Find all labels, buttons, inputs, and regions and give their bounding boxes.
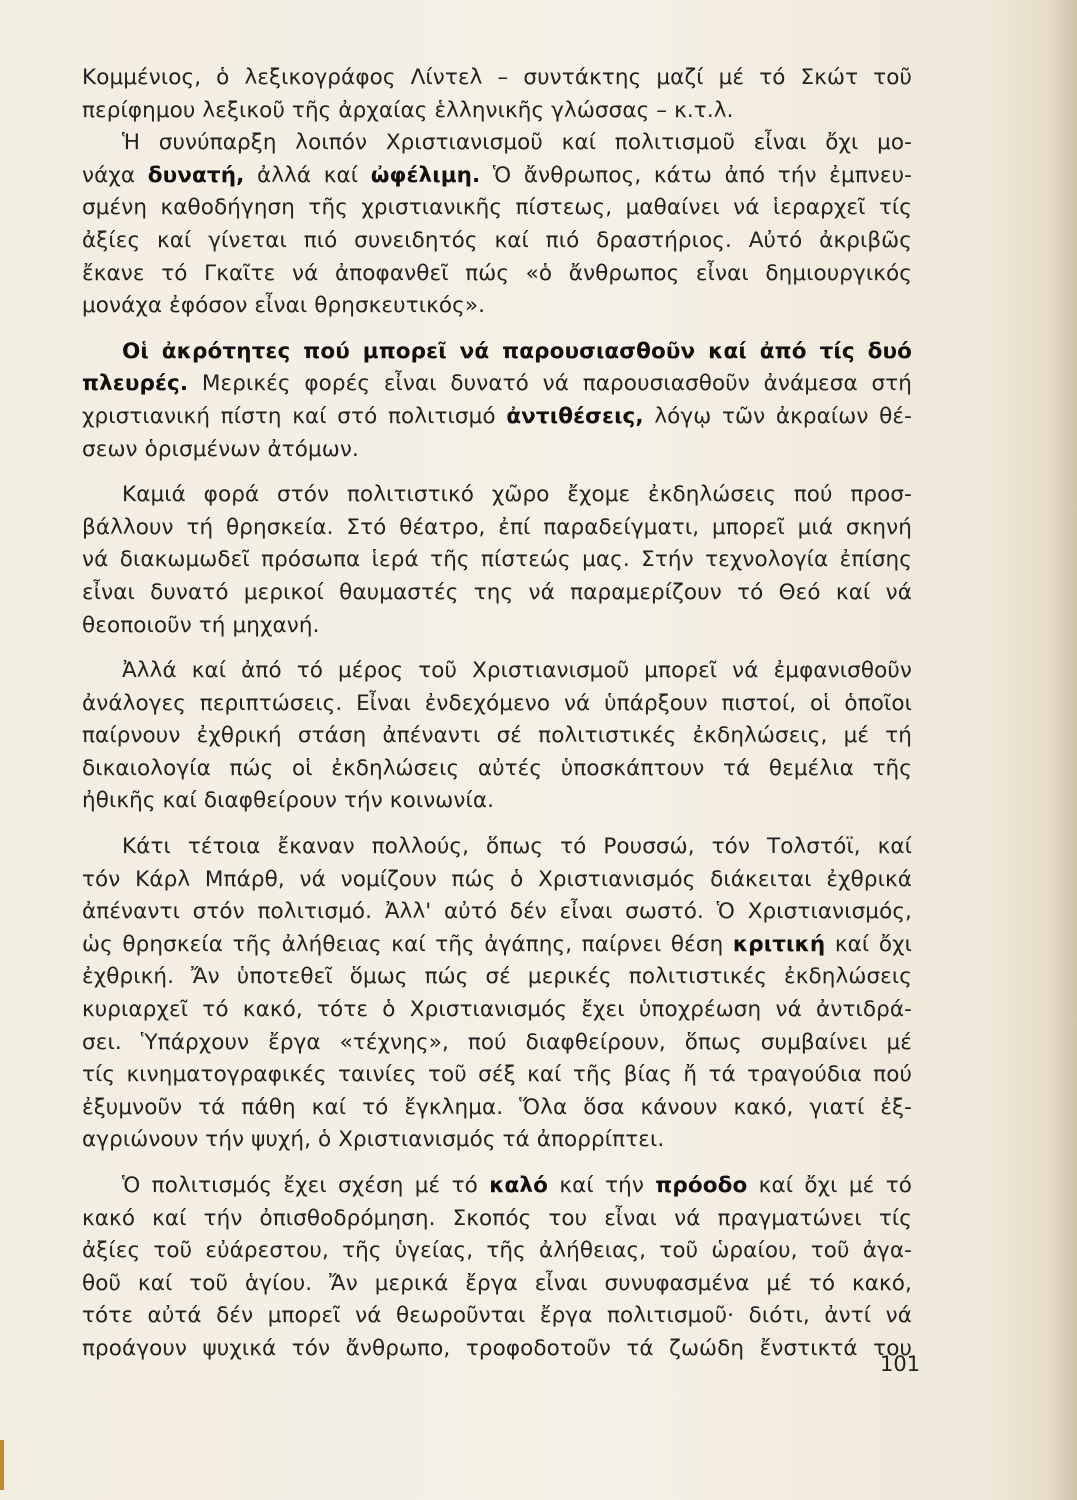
text-line: μονάχα ἐφόσον εἶναι θρησκευτικός». [82,293,486,319]
text-line: χριστιανική πίστη καί στό πολιτισμό ἀντιθέσεις, λόγῳ τῶν ἀκραίων θέ- [82,403,912,429]
text-line: νάχα δυνατή, ἀλλά καί ὠφέλιμη. Ὁ ἄνθρωπος, κάτω ἀπό τήν ἐμπνευ- [82,162,913,188]
text-line: Κάτι τέτοια ἔκαναν πολλούς, ὅπως τό Ρουσσώ, τόν Τολστόϊ, καί [122,834,912,860]
text-line: δικαιολογία πώς οἱ ἐκδηλώσεις αὐτές ὑποσκάπτουν τά θεμέλια τῆς [82,755,912,781]
section-heading: Οἱ ἀκρότητες πού μπορεῖ νά παρουσιασθοῦν καί ἀπό τίς δυό [122,338,912,364]
page-number: 101 [880,1352,921,1376]
text-line: τότε αὐτά δέν μπορεῖ νά θεωροῦνται ἔργα πολιτισμοῦ· διότι, ἀντί νά [82,1303,912,1329]
page-spine-shadow [1051,0,1077,1500]
bold-term: πρόοδο [655,1173,748,1198]
text-line: κυριαρχεῖ τό κακό, τότε ὁ Χριστιανισμός ἔχει ὑποχρέωση νά ἀντιδρά- [82,997,912,1023]
text-line: ἠθικῆς καί διαφθείρουν τήν κοινωνία. [82,788,495,814]
text-line: Κομμένιος, ὁ λεξικογράφος Λίντελ – συντάκτης μαζί μέ τό Σκώτ τοῦ [82,65,912,90]
text-line: περίφημου λεξικοῦ τῆς ἀρχαίας ἑλληνικῆς γλώσσας – κ.τ.λ. [82,97,734,123]
text-line: εἶναι δυνατό μερικοί θαυμαστές της νά παραμερίζουν τό Θεό καί νά [82,579,912,605]
text-line: Καμιά φορά στόν πολιτιστικό χῶρο ἔχομε ἐκδηλώσεις πού προσ- [122,482,912,508]
text-line: προάγουν ψυχικά τόν ἄνθρωπο, τροφοδοτοῦν τά ζωώδη ἔνστικτά του [82,1335,912,1361]
section-heading-line [82,336,912,369]
text-line: πλευρές. Μερικές φορές εἶναι δυνατό νά παρουσιασθοῦν ἀνάμεσα στή [82,371,912,397]
text-line: ἀξίες τοῦ εὐάρεστου, τῆς ὑγείας, τῆς ἀλήθειας, τοῦ ὡραίου, τοῦ ἀγα- [82,1238,912,1264]
text-line: Ἡ συνύπαρξη λοιπόν Χριστιανισμοῦ καί πολιτισμοῦ εἶναι ὄχι μο- [122,130,912,156]
text-line: τόν Κάρλ Μπάρθ, νά νομίζουν πώς ὁ Χριστιανισμός διάκειται ἐχθρικά [82,866,912,892]
page-edge-mark [0,1440,4,1490]
text-line: ἐχθρική. Ἄν ὑποτεθεῖ ὅμως πώς σέ μερικές πολιτιστικές ἐκδηλώσεις [82,964,912,990]
section-heading: πλευρές. [82,371,189,397]
bold-term: καλό [489,1173,549,1198]
text-line: Ὁ πολιτισμός ἔχει σχέση μέ τό καλό καί τήν πρόοδο καί ὄχι μέ τό [122,1173,912,1198]
text-line: θοῦ καί τοῦ ἁγίου. Ἄν μερικά ἔργα εἶναι συνυφασμένα μέ τό κακό, [82,1270,912,1296]
bold-term: κριτική [732,931,826,957]
text-line: ἀξίες καί γίνεται πιό συνειδητός καί πιό δραστήριος. Αὐτό ἀκριβῶς [82,227,912,253]
text-line: σει. Ὑπάρχουν ἔργα «τέχνης», πού διαφθείρουν, ὅπως συμβαίνει μέ [82,1029,912,1055]
text-line: αγριώνουν τήν ψυχή, ὁ Χριστιανισμός τά ἀπορρίπτει. [82,1127,665,1153]
text-line: θεοποιοῦν τή μηχανή. [82,612,320,638]
text-line: σεων ὁρισμένων ἀτόμων. [82,436,359,462]
text-line: Ἀλλά καί ἀπό τό μέρος τοῦ Χριστιανισμοῦ μπορεῖ νά ἐμφανισθοῦν [122,658,912,684]
text-line: βάλλουν τή θρησκεία. Στό θέατρο, ἐπί παραδείγματι, μπορεῖ μιά σκηνή [82,514,912,540]
text-line: ἐξυμνοῦν τά πάθη καί τό ἔγκλημα. Ὅλα ὅσα κάνουν κακό, γιατί ἐξ- [82,1094,912,1120]
text-line: κακό καί τήν ὀπισθοδρόμηση. Σκοπός του εἶναι νά πραγματώνει τίς [82,1205,912,1231]
text-line: ὡς θρησκεία τῆς ἀλήθειας καί τῆς ἀγάπης, παίρνει θέση κριτική καί ὄχι [82,931,912,957]
text-line: παίρνουν ἐχθρική στάση ἀπέναντι σέ πολιτιστικές ἐκδηλώσεις, μέ τή [82,723,912,749]
bold-term: ἀντιθέσεις, [506,403,644,429]
text-line: ἀπέναντι στόν πολιτισμό. Ἀλλ' αὐτό δέν εἶναι σωστό. Ὁ Χριστιανισμός, [82,899,912,925]
bold-term: ὠφέλιμη. [370,162,481,188]
text-line: νά διακωμωδεῖ πρόσωπα ἱερά τῆς πίστεώς μας. Στήν τεχνολογία ἐπίσης [82,547,912,573]
text-line: ἔκανε τό Γκαῖτε νά ἀποφανθεῖ πώς «ὁ ἄνθρωπος εἶναι δημιουργικός [82,260,912,286]
text-line: σμένη καθοδήγηση τῆς χριστιανικῆς πίστεως, μαθαίνει νά ἱεραρχεῖ τίς [82,195,912,221]
text-line: τίς κινηματογραφικές ταινίες τοῦ σέξ καί τῆς βίας ἤ τά τραγούδια πού [82,1062,912,1088]
bold-term: δυνατή, [147,162,245,188]
body-text [82,62,912,1366]
text-line: ἀνάλογες περιπτώσεις. Εἶναι ἐνδεχόμενο νά ὑπάρξουν πιστοί, οἱ ὁποῖοι [82,690,912,716]
